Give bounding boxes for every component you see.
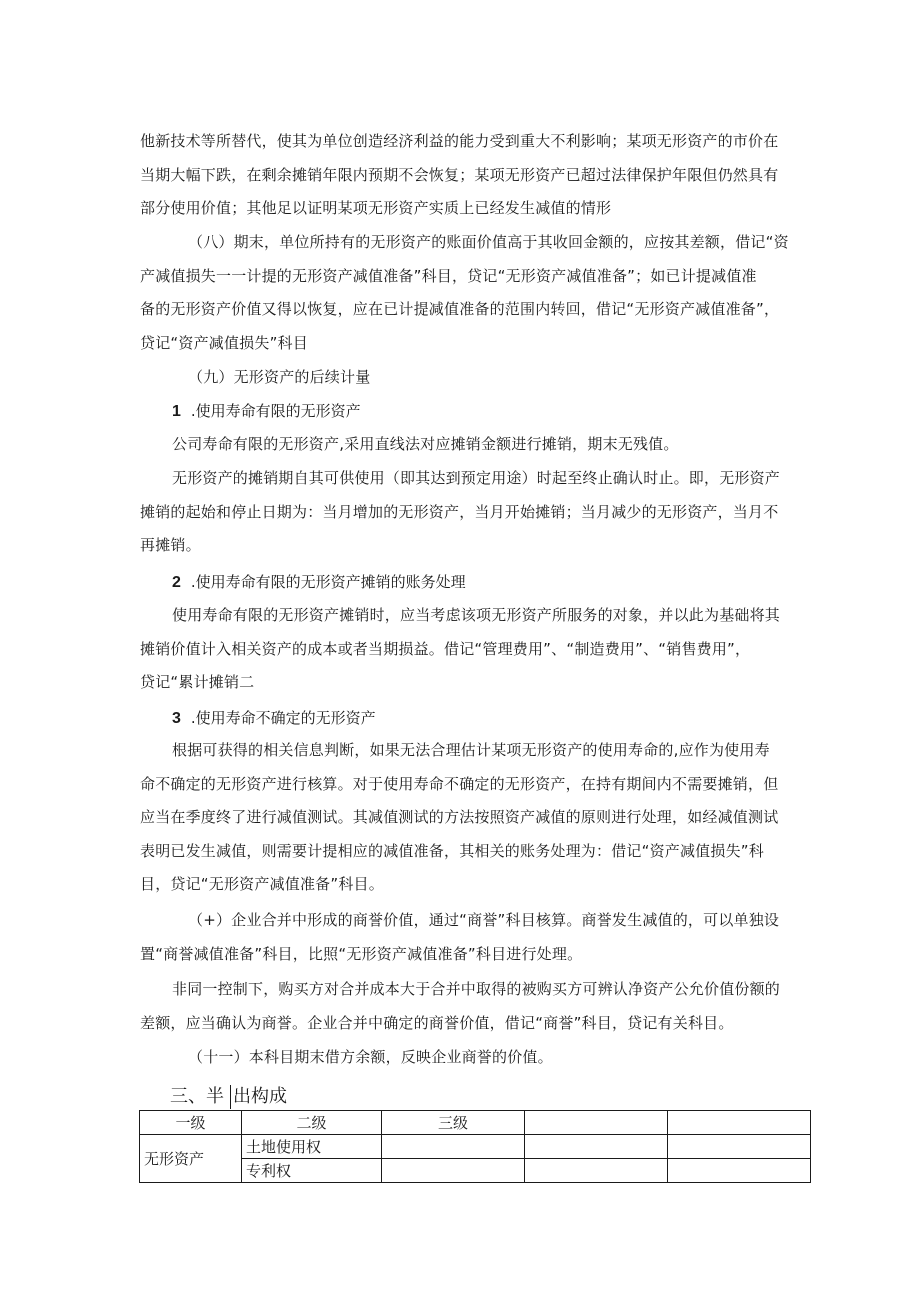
text-line: 备的无形资产价值又得以恢复，应在已计提减值准备的范围内转回，借记“无形资产减值准备”，	[140, 300, 780, 318]
paragraph-goodwill	[140, 904, 790, 971]
paragraph-amortization-period	[140, 462, 790, 563]
text-line: 根据可获得的相关信息判断，如果无法合理估计某项无形资产的使用寿命的,应作为使用寿	[172, 741, 770, 759]
text-line: 表明已发生减值，则需要计提相应的减值准备，其相关的账务处理为：借记“资产减值损失”科	[140, 841, 764, 860]
header-cell: 二级	[242, 1111, 382, 1135]
heading-text: .使用寿命有限的无形资产	[190, 402, 361, 420]
text-line: 部分使用价值；其他足以证明某项无形资产实质上已经发生减值的情形	[140, 199, 612, 217]
paragraph-eight	[140, 226, 790, 360]
text-line: 贷记“累计摊销二	[140, 673, 255, 691]
header-cell: 一级	[140, 1111, 242, 1135]
text-line: 差额，应当确认为商誉。企业合并中确定的商誉价值，借记“商誉”科目，贷记有关科目。	[140, 1013, 734, 1032]
paragraph-straight-line	[140, 428, 790, 462]
text-line: （八）期末，单位所持有的无形资产的账面价值高于其收回金额的，应按其差额，借记“资	[188, 233, 789, 251]
table-cell	[382, 1135, 525, 1159]
group-cell: 无形资产	[140, 1135, 242, 1183]
text-line: （九）无形资产的后续计量	[188, 368, 371, 386]
text-line: 应当在季度终了进行减值测试。其减值测试的方法按照资产减值的原则进行处理，如经减值测试	[140, 808, 779, 826]
cursor-divider	[230, 1085, 231, 1109]
table-cell	[525, 1159, 668, 1183]
text-line: 无形资产的摊销期自其可供使用（即其达到预定用途）时起至终止确认时止。即，无形资产	[172, 469, 781, 487]
text-line: 摊销价值计入相关资产的成本或者当期损益。借记“管理费用”、“制造费用”、“销售费用”，	[140, 639, 751, 658]
heading-3	[172, 707, 376, 728]
text-line: 产减值损失一一计提的无形资产减值准备”科目，贷记“无形资产减值准备”；如已计提减值准	[140, 266, 757, 285]
table-cell	[525, 1135, 668, 1159]
text-line: 目，贷记“无形资产减值准备”科目。	[140, 875, 384, 893]
table-cell: 土地使用权	[242, 1135, 382, 1159]
paragraph-impairment-conditions	[140, 125, 790, 226]
section-heading-3	[170, 1082, 287, 1109]
text-line: （+）企业合并中形成的商誉价值，通过“商誉”科目核算。商誉发生减值的，可以单独设	[188, 911, 780, 929]
paragraph-indefinite-life	[140, 734, 790, 902]
text-line: 置“商誉减值准备”科目，比照“无形资产减值准备”科目进行处理。	[140, 944, 583, 963]
heading-number: 3	[172, 710, 181, 727]
text-line: 再摊销。	[140, 536, 201, 554]
header-cell: 三级	[382, 1111, 525, 1135]
paragraph-nine	[140, 361, 790, 395]
table-row	[140, 1135, 811, 1159]
text-line: 摊销的起始和停止日期为：当月增加的无形资产，当月开始摊销；当月减少的无形资产，当月不	[140, 502, 779, 521]
account-structure-table	[139, 1110, 811, 1183]
heading-number: 2	[172, 574, 181, 591]
text-line: 使用寿命有限的无形资产摊销时，应当考虑该项无形资产所服务的对象，并以此为基础将其	[172, 606, 781, 624]
table-cell	[668, 1159, 811, 1183]
text-line: 非同一控制下，购买方对合并成本大于合并中取得的被购买方可辨认净资产公允价值份额的	[172, 980, 781, 998]
table-cell	[382, 1159, 525, 1183]
text-line: 当期大幅下跌，在剩余摊销年限内预期不会恢复；某项无形资产已超过法律保护年限但仍然具有	[140, 165, 779, 184]
paragraph-amortization-accounting	[140, 599, 790, 700]
heading-2	[172, 571, 466, 592]
text-line: 他新技术等所替代，使其为单位创造经济利益的能力受到重大不利影响；某项无形资产的市价在	[140, 132, 779, 150]
table-cell	[668, 1135, 811, 1159]
text-line: （十一）本科目期末借方余额，反映企业商誉的价值。	[188, 1048, 553, 1066]
section-heading-left: 三、半	[170, 1086, 224, 1107]
heading-number: 1	[172, 403, 181, 420]
table-header-row	[140, 1111, 811, 1135]
header-cell	[668, 1111, 811, 1135]
text-line: 命不确定的无形资产进行核算。对于使用寿命不确定的无形资产，在持有期间内不需要摊销，但	[140, 774, 779, 793]
paragraph-goodwill-recognition	[140, 973, 790, 1040]
header-cell	[525, 1111, 668, 1135]
heading-1	[172, 400, 361, 421]
text-line: 公司寿命有限的无形资产,采用直线法对应摊销金额进行摊销，期末无残值。	[172, 435, 679, 453]
heading-text: .使用寿命不确定的无形资产	[190, 709, 376, 727]
heading-text: .使用寿命有限的无形资产摊销的账务处理	[190, 573, 466, 591]
paragraph-eleven	[140, 1041, 790, 1075]
text-line: 贷记“资产减值损失”科目	[140, 333, 308, 352]
section-heading-right: 出构成	[233, 1086, 287, 1107]
table-cell: 专利权	[242, 1159, 382, 1183]
